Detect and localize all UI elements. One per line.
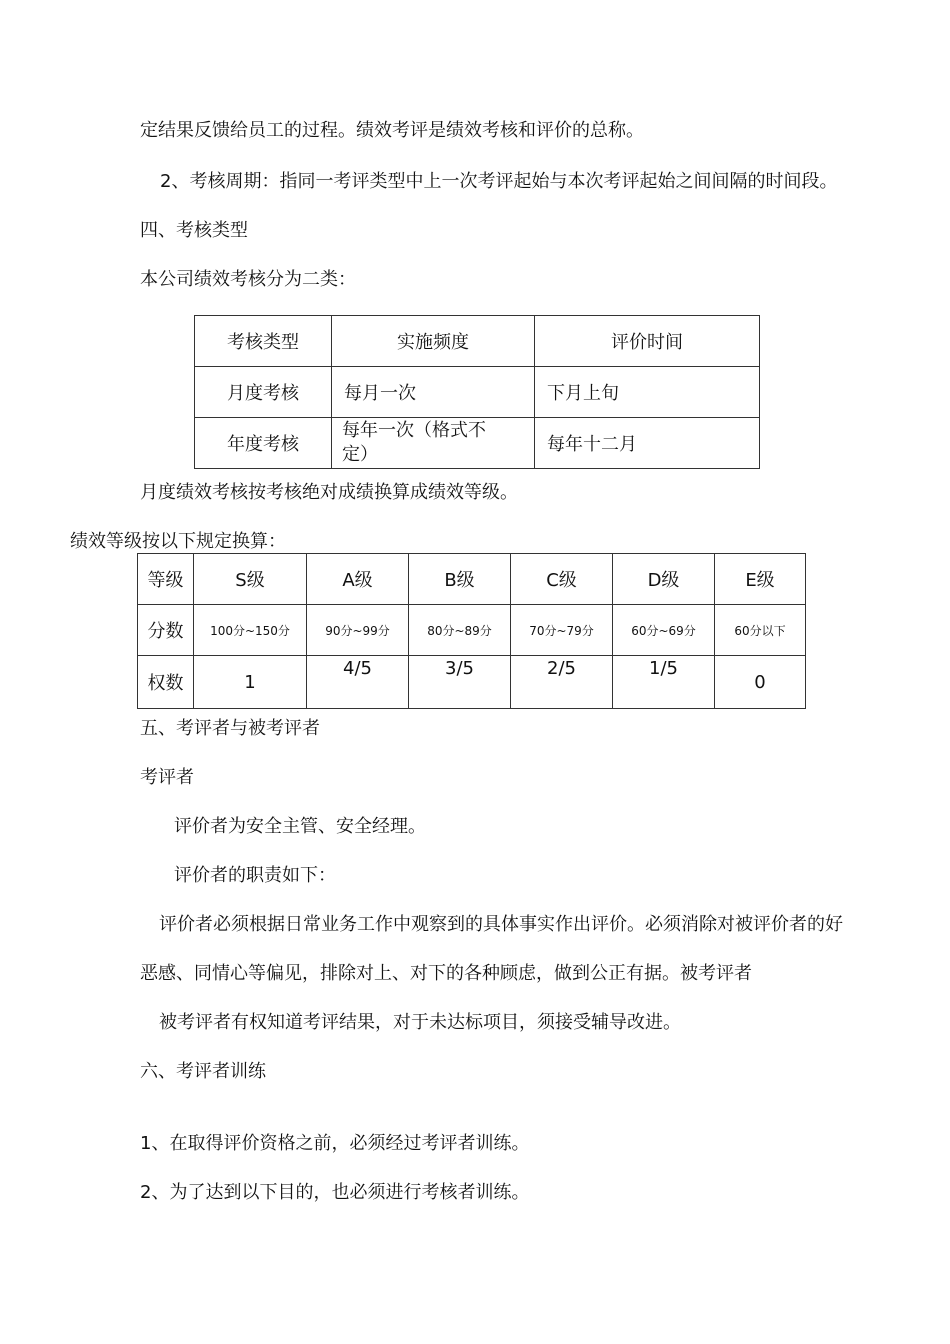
table-cell: 60分以下 <box>715 605 806 656</box>
table-cell: 3/5 <box>409 656 511 709</box>
table-row <box>195 418 760 469</box>
paragraph: 本公司绩效考核分为二类： <box>140 269 356 290</box>
table-row <box>195 367 760 418</box>
section-heading: 六、考评者训练 <box>140 1061 266 1082</box>
paragraph: 恶感、同情心等偏见，排除对上、对下的各种顾虑，做到公正有据。被考评者 <box>140 963 752 984</box>
grade-table <box>137 553 806 709</box>
paragraph: 定结果反馈给员工的过程。绩效考评是绩效考核和评价的总称。 <box>140 120 644 141</box>
table-row <box>138 605 806 656</box>
table-cell: 1/5 <box>613 656 715 709</box>
table-header-cell: 评价时间 <box>535 316 760 367</box>
paragraph: 考评者 <box>140 767 194 788</box>
table-cell: 下月上旬 <box>535 367 760 418</box>
table-cell: S级 <box>194 554 307 605</box>
paragraph: 评价者为安全主管、安全经理。 <box>174 816 426 837</box>
table-cell: D级 <box>613 554 715 605</box>
table-header-cell: 分数 <box>138 605 194 656</box>
section-heading: 五、考评者与被考评者 <box>140 718 320 739</box>
type-table <box>194 315 760 469</box>
paragraph: 被考评者有权知道考评结果，对于未达标项目，须接受辅导改进。 <box>159 1012 681 1033</box>
table-cell: 0 <box>715 656 806 709</box>
table-cell: 80分~89分 <box>409 605 511 656</box>
table-row <box>138 656 806 709</box>
table-cell: 60分~69分 <box>613 605 715 656</box>
table-row <box>138 554 806 605</box>
table-cell: B级 <box>409 554 511 605</box>
paragraph: 评价者的职责如下： <box>174 865 336 886</box>
table-cell: 每月一次 <box>332 367 535 418</box>
table-header-cell: 考核类型 <box>195 316 332 367</box>
table-cell: 1 <box>194 656 307 709</box>
table-row <box>195 316 760 367</box>
table-cell: A级 <box>307 554 409 605</box>
table-cell: 90分~99分 <box>307 605 409 656</box>
table-header-cell: 权数 <box>138 656 194 709</box>
table-header-cell: 等级 <box>138 554 194 605</box>
table-cell: 月度考核 <box>195 367 332 418</box>
table-cell: 每年十二月 <box>535 418 760 469</box>
paragraph: 2、为了达到以下目的，也必须进行考核者训练。 <box>140 1182 530 1203</box>
paragraph: 2、考核周期：指同一考评类型中上一次考评起始与本次考评起始之间间隔的时间段。 <box>160 171 838 192</box>
paragraph: 1、在取得评价资格之前，必须经过考评者训练。 <box>140 1133 530 1154</box>
table-cell: E级 <box>715 554 806 605</box>
section-heading: 四、考核类型 <box>140 220 248 241</box>
table-cell: 70分~79分 <box>511 605 613 656</box>
table-cell: 4/5 <box>307 656 409 709</box>
table-cell: 100分~150分 <box>194 605 307 656</box>
paragraph: 月度绩效考核按考核绝对成绩换算成绩效等级。 <box>140 482 518 503</box>
table-cell: C级 <box>511 554 613 605</box>
table-cell: 年度考核 <box>195 418 332 469</box>
table-header-cell: 实施频度 <box>332 316 535 367</box>
paragraph: 评价者必须根据日常业务工作中观察到的具体事实作出评价。必须消除对被评价者的好 <box>159 914 843 935</box>
table-cell: 每年一次（格式不定） <box>342 420 486 465</box>
paragraph: 绩效等级按以下规定换算： <box>70 531 286 552</box>
table-cell: 2/5 <box>511 656 613 709</box>
